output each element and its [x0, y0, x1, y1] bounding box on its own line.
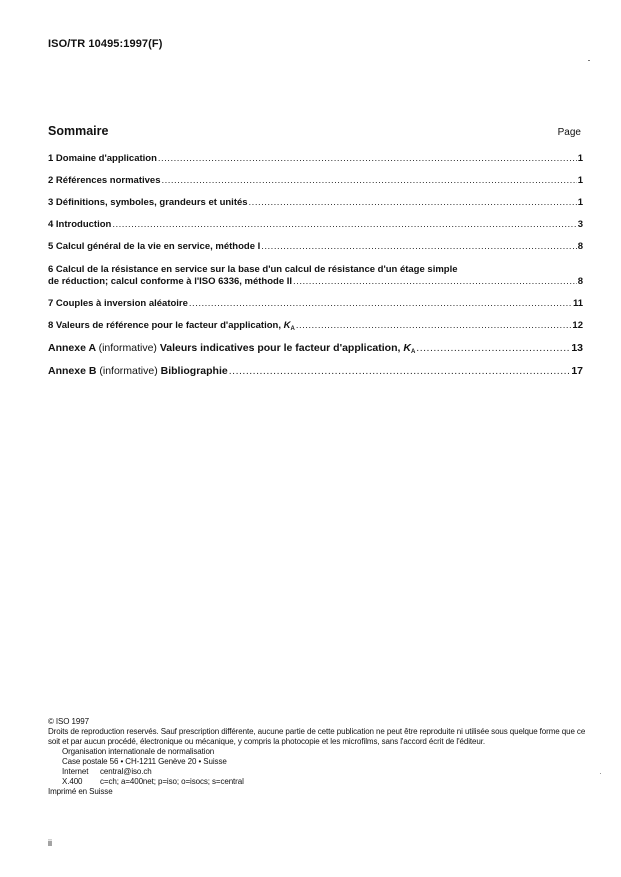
printed-in: Imprimé en Suisse: [48, 787, 113, 796]
toc-entry-label-line1: 6 Calcul de la résistance en service sur la base d'un calcul de résistance d'un étage simple: [48, 264, 458, 275]
dot-leader: [416, 342, 570, 354]
internet-value[interactable]: central@iso.ch: [100, 767, 152, 776]
internet-label: Internet: [62, 767, 89, 776]
toc-entry-page: 12: [572, 320, 583, 331]
toc-entry-page: 1: [577, 153, 583, 164]
x400-contact: [48, 777, 593, 787]
toc-entry-page: 17: [571, 365, 583, 377]
toc-entry-8[interactable]: [48, 320, 583, 332]
toc-title: Sommaire: [48, 124, 109, 138]
table-of-contents: [48, 153, 583, 377]
toc-entry-label: 1 Domaine d'application: [48, 153, 157, 164]
page-number: ii: [48, 838, 52, 848]
dot-leader: [293, 276, 577, 287]
toc-entry-1[interactable]: [48, 153, 583, 164]
toc-entry-annex-b[interactable]: [48, 365, 583, 377]
subscript-a: A: [290, 326, 295, 332]
toc-entry-page: 11: [572, 298, 583, 309]
dot-leader: [112, 219, 576, 230]
toc-entry-page: 8: [577, 276, 583, 287]
toc-entry-label: 4 Introduction: [48, 219, 112, 230]
toc-entry-3[interactable]: [48, 197, 583, 208]
toc-entry-label-line2: de réduction; calcul conforme à l'ISO 6336, méthode II: [48, 276, 293, 287]
toc-entry-page: 3: [577, 219, 583, 230]
toc-entry-label: Annexe A (informative) Valeurs indicatives pour le facteur d'application, $K_A$: [48, 342, 416, 355]
toc-entry-5[interactable]: [48, 241, 583, 252]
toc-entry-label: Annexe B (informative) Bibliographie: [48, 365, 228, 377]
subscript-a: A: [410, 349, 416, 355]
toc-entry-label: 8 Valeurs de référence pour le facteur d'application, $K_A$: [48, 320, 295, 332]
toc-page-label: Page: [557, 127, 581, 138]
organization-name: Organisation internationale de normalisation: [62, 747, 215, 756]
toc-entry-2[interactable]: [48, 175, 583, 186]
toc-entry-page: 1: [577, 197, 583, 208]
toc-entry-label: 5 Calcul général de la vie en service, méthode I: [48, 241, 261, 252]
dot-leader: [296, 320, 572, 331]
copyright-line: © ISO 1997: [48, 717, 89, 726]
dot-leader: [261, 241, 576, 252]
symbol-k: K: [283, 320, 291, 331]
document-code: ISO/TR 10495:1997(F): [48, 38, 163, 50]
toc-entry-label: 2 Références normatives: [48, 175, 161, 186]
scan-speck: [588, 60, 590, 61]
toc-entry-7[interactable]: [48, 298, 583, 309]
toc-entry-annex-a[interactable]: [48, 342, 583, 355]
x400-label: X.400: [62, 777, 83, 786]
toc-entry-label: 3 Définitions, symboles, grandeurs et unités: [48, 197, 248, 208]
dot-leader: [189, 298, 572, 309]
toc-entry-page: 8: [577, 241, 583, 252]
copyright-notice: [48, 717, 593, 797]
symbol-k: K: [403, 342, 411, 354]
toc-entry-label: 7 Couples à inversion aléatoire: [48, 298, 188, 309]
x400-value: c=ch; a=400net; p=iso; o=isocs; s=central: [100, 777, 244, 786]
toc-entry-page: 1: [577, 175, 583, 186]
rights-statement: Droits de reproduction reservés. Sauf prescription différente, aucune partie de cette publication ne peut être reproduite ni utilisée sous quelque forme que ce soit et par aucun procédé, électronique ou mécanique, y compris la photocopie et les microfilms, sans l'accord écrit de l'éditeur.: [48, 727, 586, 746]
dot-leader: [229, 365, 571, 377]
dot-leader: [249, 197, 577, 208]
dot-leader: [158, 153, 577, 164]
toc-entry-page: 13: [571, 342, 583, 354]
toc-entry-4[interactable]: [48, 219, 583, 230]
internet-contact: [48, 767, 593, 777]
postal-address: Case postale 56 • CH-1211 Genève 20 • Suisse: [62, 757, 227, 766]
toc-entry-6[interactable]: [48, 263, 583, 287]
scan-speck: [600, 773, 601, 774]
dot-leader: [161, 175, 576, 186]
